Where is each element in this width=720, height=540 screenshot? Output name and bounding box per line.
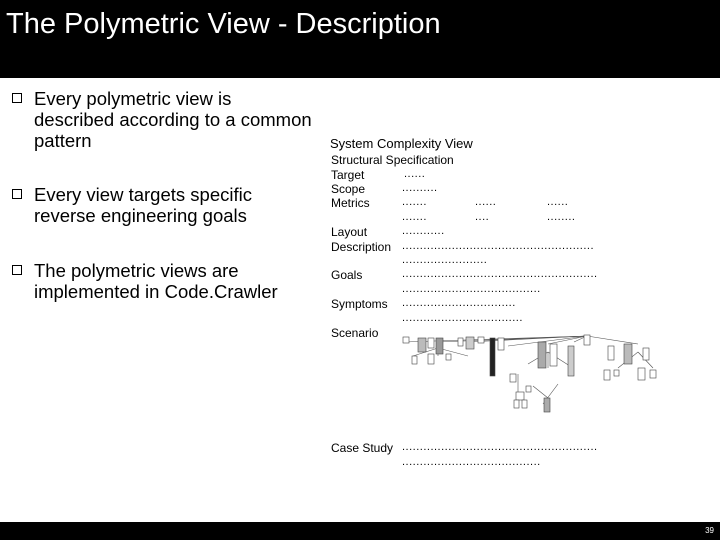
metrics-dots: .... bbox=[475, 211, 490, 223]
view-heading: System Complexity View bbox=[330, 136, 473, 151]
bullet-1 bbox=[12, 88, 312, 151]
bullet-3 bbox=[12, 260, 312, 302]
checkbox-bullet-icon bbox=[12, 189, 22, 199]
description-dots: ...................................................... bbox=[402, 240, 595, 252]
bullet-item bbox=[12, 260, 312, 302]
metrics-dots: ....... bbox=[402, 211, 427, 223]
scenario-label: Scenario bbox=[331, 326, 379, 340]
case-study-dots: ....................................................... bbox=[402, 441, 598, 453]
checkbox-bullet-icon bbox=[12, 93, 22, 103]
footer-bar bbox=[0, 522, 720, 540]
hierarchy-nodes bbox=[403, 335, 656, 412]
bullet-text: The polymetric views are implemented in Code.Crawler bbox=[34, 260, 278, 302]
metrics-dots: ........ bbox=[547, 211, 576, 223]
symptoms-label: Symptoms bbox=[331, 297, 388, 311]
layout-label: Layout bbox=[331, 225, 368, 239]
checkbox-bullet-icon bbox=[12, 265, 22, 275]
bullet-item bbox=[12, 88, 312, 151]
scope-dots: .......... bbox=[402, 182, 438, 194]
case-study-label: Case Study bbox=[331, 441, 394, 455]
title-bar bbox=[0, 0, 720, 78]
goals-label: Goals bbox=[331, 268, 363, 282]
target-dots: ...... bbox=[404, 168, 426, 180]
scope-label: Scope bbox=[331, 182, 366, 196]
target-label: Target bbox=[331, 168, 365, 182]
symptoms-dots: ................................ bbox=[402, 297, 516, 309]
layout-dots: ............ bbox=[402, 225, 445, 237]
scenario-hierarchy-image bbox=[398, 334, 668, 424]
metrics-dots: ....... bbox=[402, 196, 427, 208]
metrics-label: Metrics bbox=[331, 196, 370, 210]
metrics-dots: ...... bbox=[475, 196, 497, 208]
bullet-2 bbox=[12, 184, 312, 226]
metrics-dots: ...... bbox=[547, 196, 569, 208]
goals-dots: ....................................... bbox=[402, 283, 541, 295]
slide-number: 39 bbox=[705, 526, 714, 535]
goals-dots: ....................................................... bbox=[402, 268, 598, 280]
symptoms-dots: .................................. bbox=[402, 312, 523, 324]
slide-title: The Polymetric View - Description bbox=[6, 8, 441, 40]
case-study-dots: ....................................... bbox=[402, 456, 541, 468]
bullet-item bbox=[12, 184, 312, 226]
bullet-text: Every view targets specific reverse engineering goals bbox=[34, 184, 252, 226]
bullet-text: Every polymetric view is described according to a common pattern bbox=[34, 88, 312, 151]
description-label: Description bbox=[331, 240, 392, 254]
structural-spec-label: Structural Specification bbox=[331, 153, 454, 167]
description-dots: ........................ bbox=[402, 254, 488, 266]
